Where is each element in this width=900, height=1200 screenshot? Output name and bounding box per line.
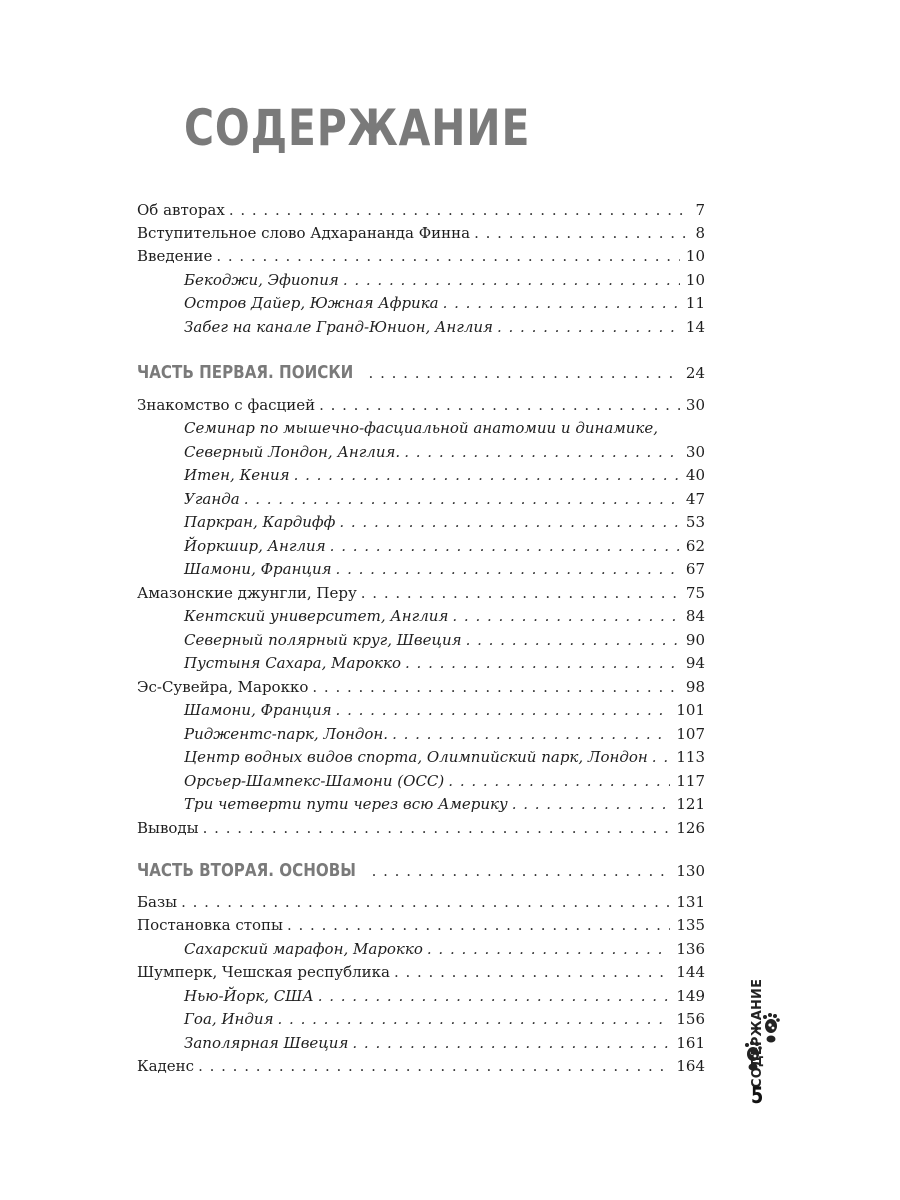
- toc-entry: [137, 815, 705, 838]
- toc-entry: [184, 1006, 705, 1029]
- toc-entry-title: Бекоджи, Эфиопия: [184, 271, 339, 289]
- toc-page-number: 14: [685, 318, 705, 336]
- toc-leader-dots: [244, 489, 680, 509]
- toc-leader-dots: [330, 536, 680, 556]
- toc-page-number: 121: [676, 795, 705, 813]
- toc-page-number: 24: [685, 364, 705, 382]
- toc-leader-dots: [404, 442, 680, 462]
- toc-entry: [184, 486, 705, 509]
- toc-entry: [184, 533, 705, 556]
- toc-entry: [137, 674, 705, 697]
- toc-entry: [184, 1030, 705, 1053]
- toc-leader-dots: [352, 1033, 670, 1053]
- toc-page-number: 161: [676, 1034, 705, 1052]
- toc-entry: [137, 912, 705, 935]
- toc-entry-title: Остров Дайер, Южная Африка: [184, 294, 439, 312]
- toc-leader-dots: [652, 747, 671, 767]
- toc-page-number: 10: [685, 271, 705, 289]
- toc-entry: [184, 768, 705, 791]
- toc-page-number: 30: [685, 396, 705, 414]
- toc-entry: [184, 415, 705, 438]
- toc-entry: [184, 744, 705, 767]
- toc-entry-title: Сахарский марафон, Марокко: [184, 940, 423, 958]
- toc-page-number: 98: [685, 678, 705, 696]
- toc-entry-title: Центр водных видов спорта, Олимпийский парк, Лондон: [184, 748, 648, 766]
- toc-entry-title: Эс-Сувейра, Марокко: [137, 678, 309, 696]
- toc-entry-title: Орсьер-Шампекс-Шамони (ОСС): [184, 772, 445, 790]
- toc-page-number: 8: [695, 224, 705, 242]
- toc-entry: [184, 509, 705, 532]
- toc-page-number: 101: [676, 701, 705, 719]
- toc-entry: [184, 627, 705, 650]
- toc-entry-title: Нью-Йорк, США: [184, 987, 314, 1005]
- toc-page-number: 164: [676, 1057, 705, 1075]
- toc-leader-dots: [216, 246, 680, 266]
- toc-leader-dots: [452, 606, 680, 626]
- toc-leader-dots: [336, 559, 680, 579]
- toc-entry-title: Каденс: [137, 1057, 195, 1075]
- toc-entry-title: Риджентс-парк, Лондон.: [184, 725, 389, 743]
- toc-page-number: 135: [676, 916, 705, 934]
- toc-entry-title: Кентский университет, Англия: [184, 607, 449, 625]
- toc-leader-dots: [474, 223, 689, 243]
- toc-leader-dots: [181, 892, 670, 912]
- toc-page-number: 62: [685, 537, 705, 555]
- toc-entry: [184, 267, 705, 290]
- toc-page-number: 90: [685, 631, 705, 649]
- toc-leader-dots: [312, 677, 680, 697]
- toc-entry: [137, 959, 705, 982]
- toc-page-number: 136: [676, 940, 705, 958]
- toc-entry-title: Базы: [137, 893, 178, 911]
- toc-entry-title: Знакомство с фасцией: [137, 396, 316, 414]
- toc-leader-dots: [361, 583, 680, 603]
- toc-leader-dots: [372, 861, 671, 881]
- toc-leader-dots: [339, 512, 680, 532]
- toc-entry-title: Постановка стопы: [137, 916, 283, 934]
- toc-entry-title: Введение: [137, 247, 213, 265]
- toc-page-number: 130: [676, 862, 705, 880]
- toc-leader-dots: [336, 700, 671, 720]
- toc-page-number: 7: [695, 201, 705, 219]
- toc-entry-title: Амазонские джунгли, Перу: [137, 584, 357, 602]
- toc-entry: [184, 290, 705, 313]
- toc-entry-title: Выводы: [137, 819, 199, 837]
- toc-entry-title: Об авторах: [137, 201, 225, 219]
- toc-entry-title: Северный полярный круг, Швеция: [184, 631, 462, 649]
- toc-leader-dots: [427, 939, 670, 959]
- toc-page-number: 67: [685, 560, 705, 578]
- toc-leader-dots: [203, 818, 671, 838]
- page-title: СОДЕРЖАНИЕ: [184, 99, 531, 157]
- toc-entry: [184, 791, 705, 814]
- toc-entry-title: Заполярная Швеция: [184, 1034, 349, 1052]
- toc-page-number: 30: [685, 443, 705, 461]
- toc-entry: [137, 889, 705, 912]
- toc-entry-title: Шумперк, Чешская республика: [137, 963, 390, 981]
- toc-entry: [137, 220, 705, 243]
- toc-leader-dots: [229, 200, 690, 220]
- toc-leader-dots: [369, 363, 680, 383]
- toc-entry: [137, 197, 705, 220]
- toc-part-heading: [137, 355, 705, 383]
- toc-page-number: 107: [676, 725, 705, 743]
- toc-page-number: 84: [685, 607, 705, 625]
- toc-entry-title: Семинар по мышечно-фасциальной анатомии и динамике,: [184, 419, 659, 437]
- toc-entry-title: Йоркшир, Англия: [184, 537, 326, 555]
- toc-page-number: 75: [685, 584, 705, 602]
- page-number: 5: [751, 1084, 764, 1109]
- toc-leader-dots: [319, 395, 680, 415]
- toc-entry: [184, 650, 705, 673]
- toc-leader-dots: [287, 915, 670, 935]
- toc-page-number: 156: [676, 1010, 705, 1028]
- toc-leader-dots: [318, 986, 671, 1006]
- toc-entry-title: Уганда: [184, 490, 240, 508]
- toc-entry-title: Паркран, Кардифф: [184, 513, 336, 531]
- toc-page-number: 40: [685, 466, 705, 484]
- toc-page-number: 113: [676, 748, 705, 766]
- toc-entry-title: Шамони, Франция: [184, 701, 332, 719]
- side-section-label: СОДЕРЖАНИЕ: [750, 978, 765, 1088]
- toc-entry: [184, 314, 705, 337]
- toc-page-number: 10: [685, 247, 705, 265]
- toc-page-number: 94: [685, 654, 705, 672]
- toc-entry-title: ЧАСТЬ ПЕРВАЯ. ПОИСКИ: [137, 362, 354, 383]
- toc-entry: [184, 936, 705, 959]
- toc-page-number: 117: [676, 772, 705, 790]
- toc-page-number: 126: [676, 819, 705, 837]
- toc-entry-title: Забег на канале Гранд-Юнион, Англия: [184, 318, 493, 336]
- toc-leader-dots: [198, 1056, 670, 1076]
- toc-entry: [184, 603, 705, 626]
- toc-leader-dots: [466, 630, 680, 650]
- toc-entry-title: Вступительное слово Адхарананда Финна: [137, 224, 471, 242]
- toc-page-number: 11: [685, 294, 705, 312]
- toc-page-number: 47: [685, 490, 705, 508]
- toc-entry: [137, 392, 705, 415]
- toc-entry-title: Гоа, Индия: [184, 1010, 274, 1028]
- toc-part-heading: [137, 853, 705, 881]
- toc-entry: [137, 243, 705, 266]
- toc-entry-title: Пустыня Сахара, Марокко: [184, 654, 401, 672]
- toc-entry-title: Итен, Кения: [184, 466, 290, 484]
- toc-entry: [184, 462, 705, 485]
- toc-page-number: 149: [676, 987, 705, 1005]
- toc-entry: [137, 1053, 705, 1076]
- toc-page-number: 53: [685, 513, 705, 531]
- toc-leader-dots: [343, 270, 680, 290]
- toc-entry: [184, 439, 705, 462]
- toc-leader-dots: [497, 317, 680, 337]
- toc-entry-title: ЧАСТЬ ВТОРАЯ. ОСНОВЫ: [137, 860, 356, 881]
- toc-leader-dots: [512, 794, 671, 814]
- toc-entry-title: Три четверти пути через всю Америку: [184, 795, 508, 813]
- toc-entry: [137, 580, 705, 603]
- toc-leader-dots: [294, 465, 680, 485]
- toc-leader-dots: [443, 293, 680, 313]
- toc-leader-dots: [278, 1009, 671, 1029]
- toc-entry-title: Северный Лондон, Англия.: [184, 443, 401, 461]
- toc-entry: [184, 721, 705, 744]
- toc-entry-title: Шамони, Франция: [184, 560, 332, 578]
- toc-entry: [184, 983, 705, 1006]
- toc-entry: [184, 697, 705, 720]
- toc-page-number: 144: [676, 963, 705, 981]
- toc-leader-dots: [448, 771, 670, 791]
- toc-leader-dots: [392, 724, 670, 744]
- toc-page-number: 131: [676, 893, 705, 911]
- toc-leader-dots: [405, 653, 680, 673]
- toc-entry: [184, 556, 705, 579]
- toc-leader-dots: [394, 962, 670, 982]
